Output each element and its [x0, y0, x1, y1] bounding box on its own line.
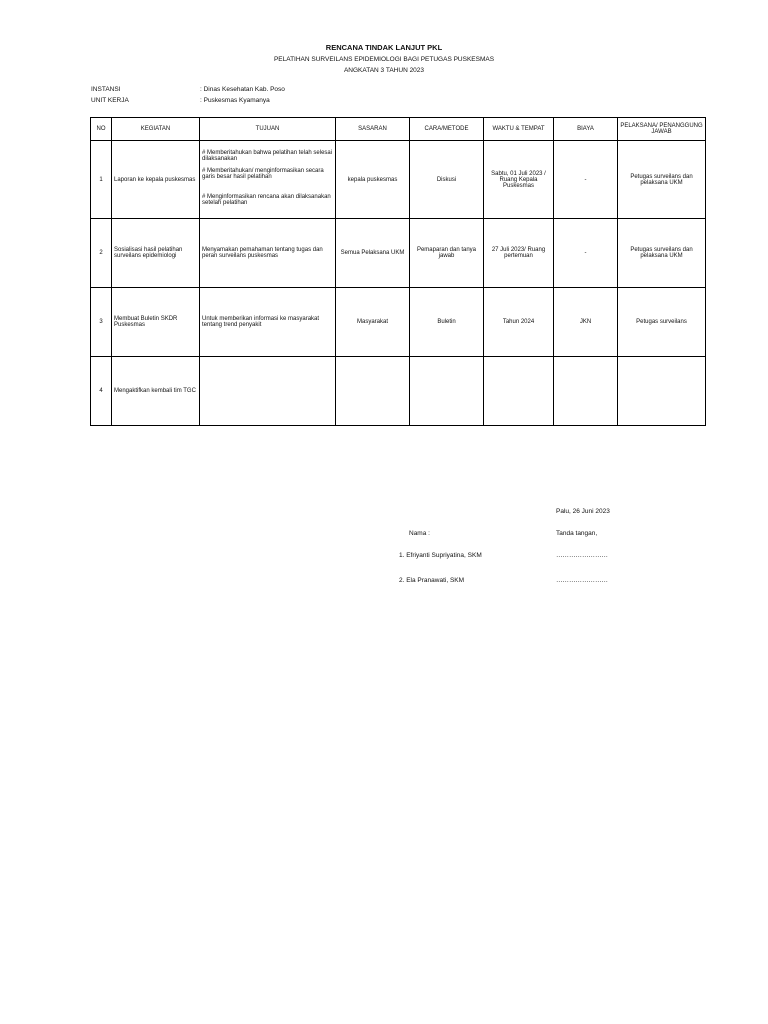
header-kegiatan: KEGIATAN [112, 118, 200, 141]
document-batch: ANGKATAN 3 TAHUN 2023 [343, 67, 425, 74]
row-waktu: Tahun 2024 [484, 288, 554, 357]
signer-name: 2. Ela Pranawati, SKM [399, 577, 465, 584]
row-no: 3 [91, 288, 112, 357]
unit-kerja-label: UNIT KERJA [91, 97, 129, 104]
table-row [91, 357, 706, 426]
row-metode: Buletin [410, 288, 484, 357]
name-label: Nama : [409, 530, 430, 537]
row-metode: Diskusi [410, 141, 484, 219]
header-waktu: WAKTU & TEMPAT [484, 118, 554, 141]
row-kegiatan: Mengaktifkan kembali tim TGC [112, 357, 200, 426]
row-pelaksana: Petugas surveilans dan pelaksana UKM [618, 141, 706, 219]
row-metode [410, 357, 484, 426]
row-pelaksana: Petugas surveilans [618, 288, 706, 357]
row-biaya: - [554, 141, 618, 219]
row-tujuan [200, 357, 336, 426]
row-waktu: 27 Juli 2023/ Ruang pertemuan [484, 219, 554, 288]
row-biaya [554, 357, 618, 426]
unit-kerja-value: : Puskesmas Kyamanya [200, 97, 270, 104]
instansi-value: : Dinas Kesehatan Kab. Poso [200, 86, 285, 93]
row-kegiatan: Membuat Buletin SKDR Puskesmas [112, 288, 200, 357]
row-tujuan [200, 141, 336, 219]
table-header-row [91, 118, 706, 141]
row-no: 4 [91, 357, 112, 426]
row-pelaksana: Petugas surveilans dan pelaksana UKM [618, 219, 706, 288]
row-pelaksana [618, 357, 706, 426]
document-title: RENCANA TINDAK LANJUT PKL [325, 43, 443, 52]
row-no: 2 [91, 219, 112, 288]
signature-label: Tanda tangan, [556, 530, 598, 537]
tujuan-item: # Memberitahukan/ menginformasikan secara garis besar hasil pelatihan [202, 167, 324, 180]
action-plan-table [90, 117, 706, 426]
place-date: Palu, 26 Juni 2023 [556, 508, 610, 515]
row-metode: Pemaparan dan tanya jawab [410, 219, 484, 288]
row-no: 1 [91, 141, 112, 219]
row-sasaran: Masyarakat [336, 288, 410, 357]
tujuan-item: # Memberitahukan bahwa pelatihan telah selesai dilaksanakan [202, 149, 333, 162]
signer-name: 1. Efriyanti Supriyatina, SKM [399, 552, 482, 559]
row-sasaran: Semua Pelaksana UKM [336, 219, 410, 288]
table-row [91, 219, 706, 288]
header-tujuan: TUJUAN [200, 118, 336, 141]
instansi-label: INSTANSI [91, 86, 121, 93]
row-waktu [484, 357, 554, 426]
header-biaya: BIAYA [554, 118, 618, 141]
row-tujuan: Untuk memberikan informasi ke masyarakat tentang trend penyakit [200, 288, 336, 357]
table-row [91, 141, 706, 219]
tujuan-item: # Menginformasikan rencana akan dilaksanakan setelah pelatihan [202, 193, 331, 206]
signature-line: …………………… [556, 577, 608, 584]
row-waktu: Sabtu, 01 Juli 2023 / Ruang Kepala Puskesmas [484, 141, 554, 219]
row-biaya: - [554, 219, 618, 288]
header-pelaksana: PELAKSANA/ PENANGGUNG JAWAB [618, 118, 706, 141]
row-sasaran: kepala puskesmas [336, 141, 410, 219]
row-kegiatan: Sosialisasi hasil pelatihan surveilans epidemiologi [112, 219, 200, 288]
row-sasaran [336, 357, 410, 426]
header-metode: CARA/METODE [410, 118, 484, 141]
header-sasaran: SASARAN [336, 118, 410, 141]
table-row [91, 288, 706, 357]
header-no: NO [91, 118, 112, 141]
row-kegiatan: Laporan ke kepala puskesmas [112, 141, 200, 219]
signature-line: …………………… [556, 552, 608, 559]
row-tujuan: Menyamakan pemahaman tentang tugas dan peran surveilans puskesmas [200, 219, 336, 288]
document-subtitle: PELATIHAN SURVEILANS EPIDEMIOLOGI BAGI PETUGAS PUSKESMAS [273, 56, 495, 63]
row-biaya: JKN [554, 288, 618, 357]
